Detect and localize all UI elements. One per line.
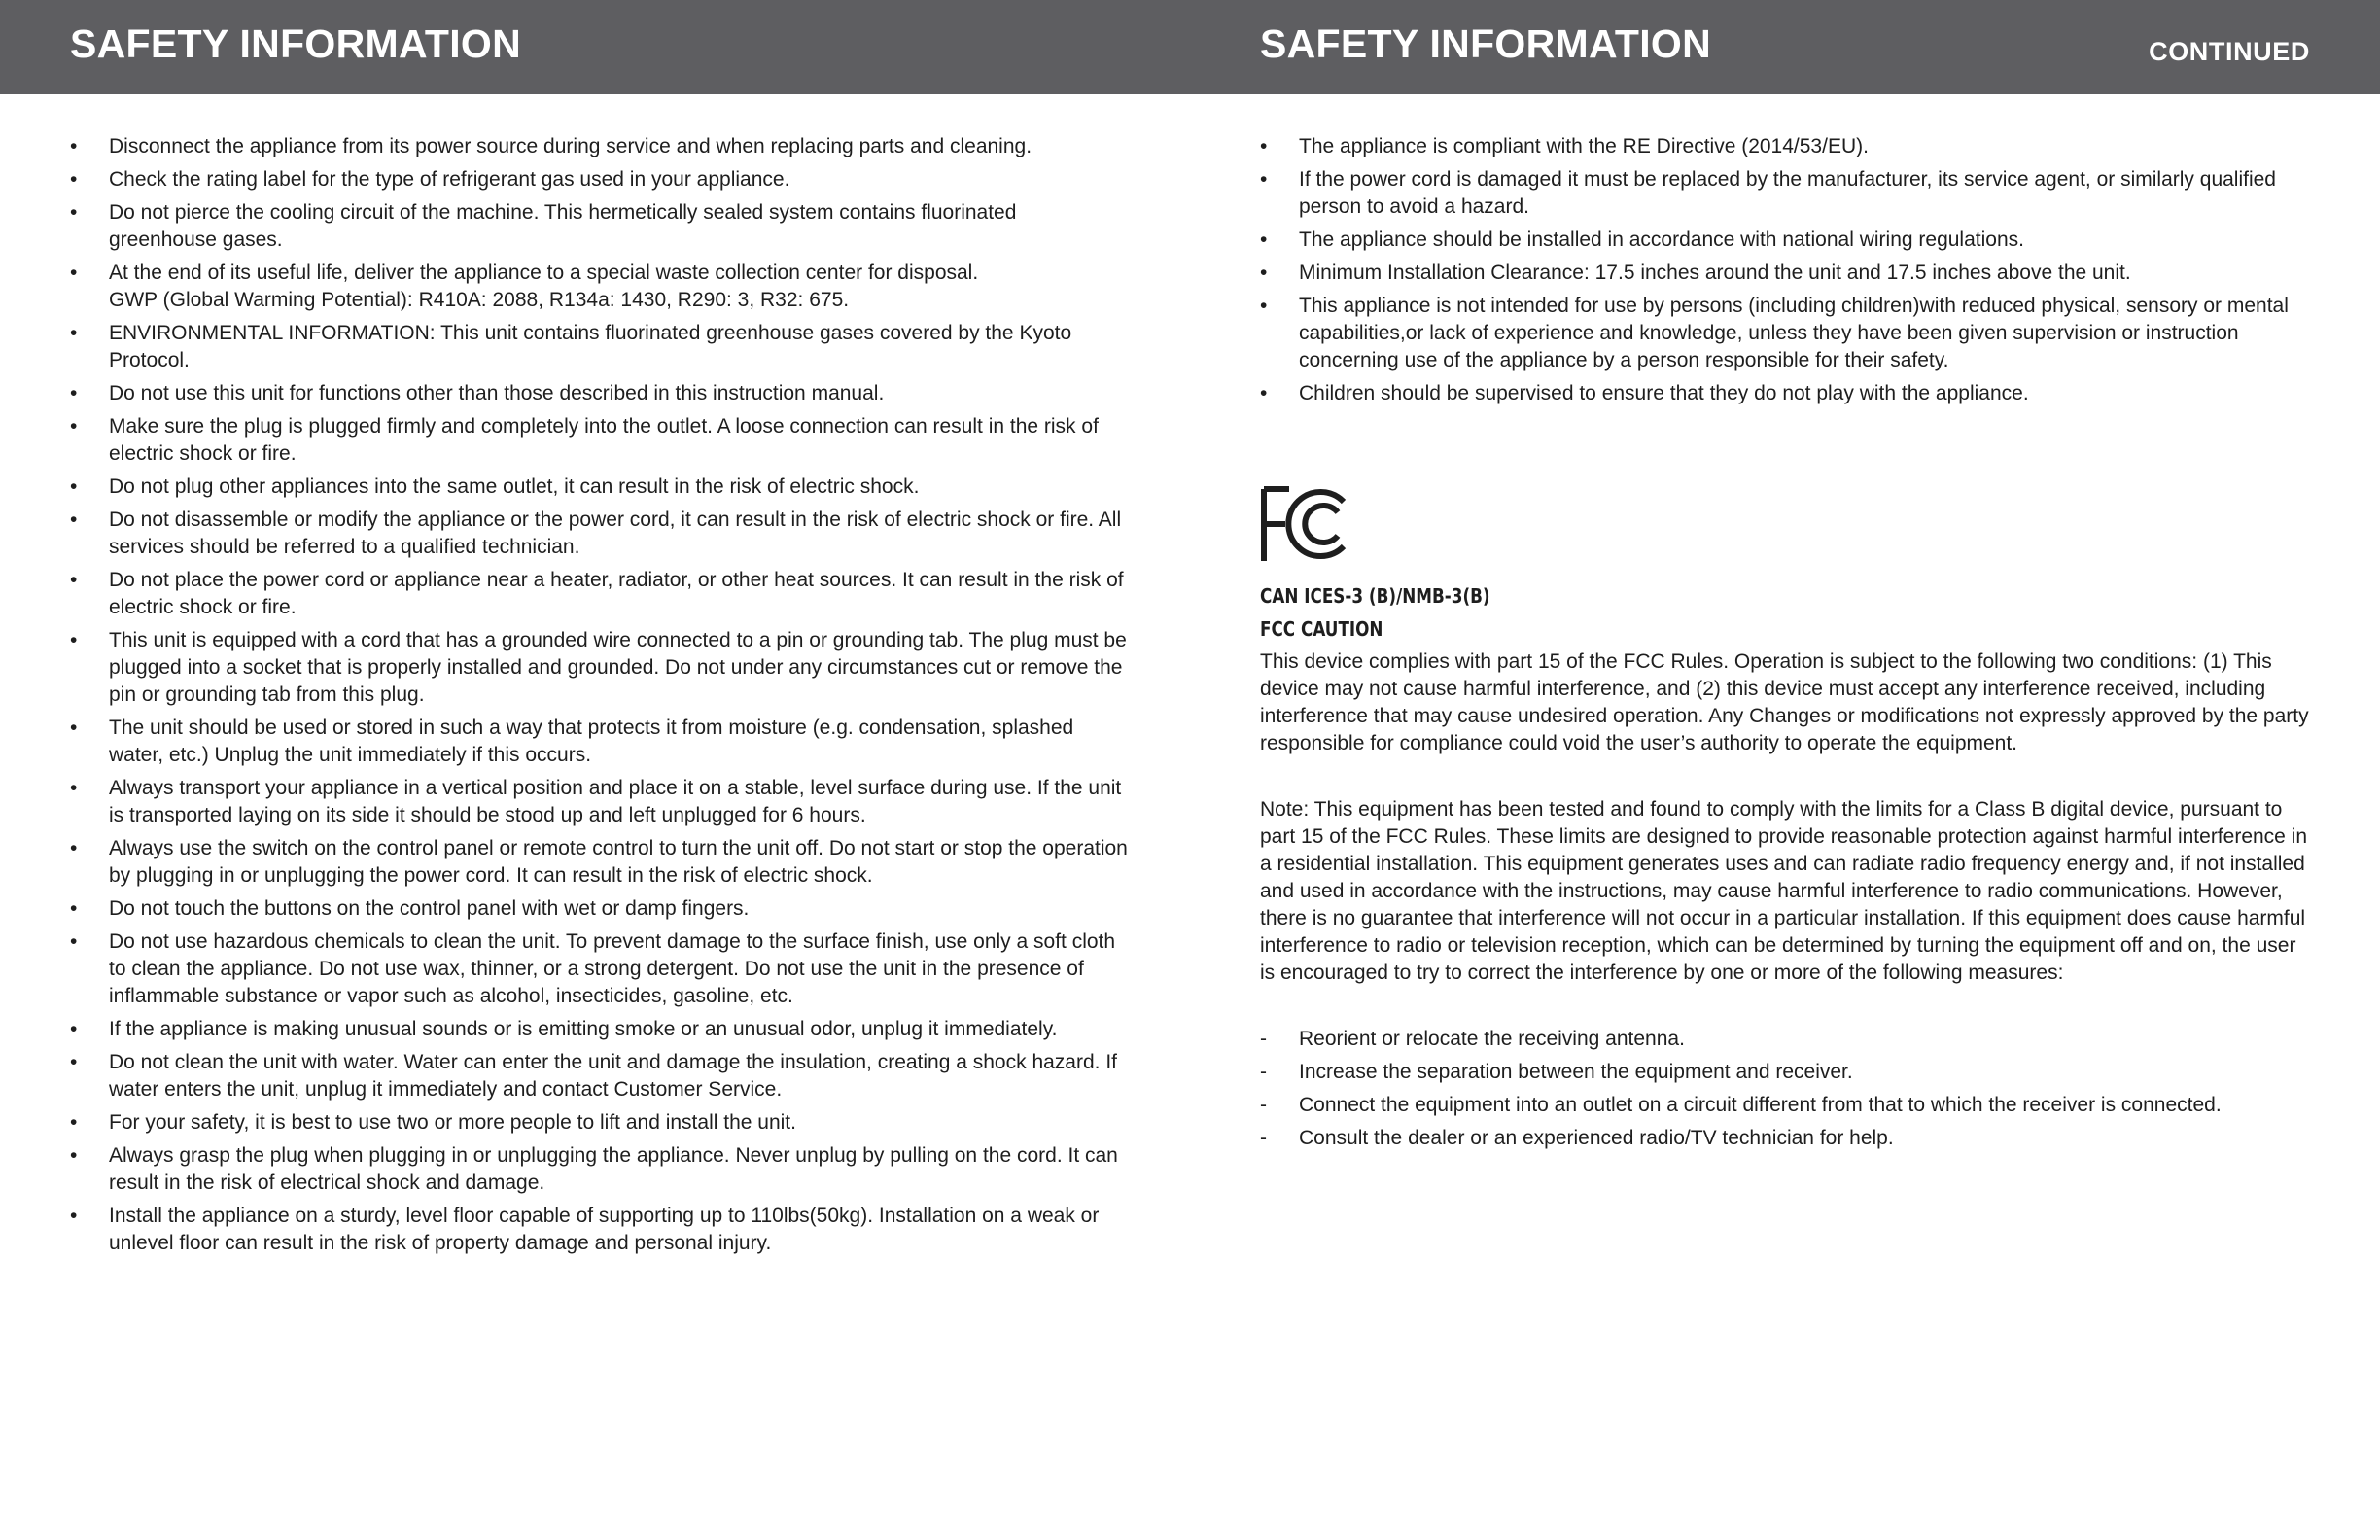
list-item-text: At the end of its useful life, deliver the appliance to a special waste collection center for disposal. xyxy=(109,262,979,284)
dash-mark: - xyxy=(1260,1127,1267,1149)
bullet-mark: • xyxy=(1260,262,1268,284)
fcc-note-paragraph: Note: This equipment has been tested and found to comply with the limits for a Class B digital device, pursuant to part 15 of the FCC Rules. These limits are designed to provide reasonable protection against harmful interference in a residential installation. This equipment generates uses and can radiate radio frequency energy and, if not installed and used in accordance with the instructions, may cause harmful interference to radio communications. However, there is no guarantee that interference will not occur in a particular installation. If this equipment does cause harmful interference to radio or television reception, which can be determined by turning the equipment off and on, the user is encouraged to try to correct the interference by one or more of the following measures: xyxy=(1260,798,2308,984)
bullet-mark: • xyxy=(70,382,78,404)
list-item-text: Do not use hazardous chemicals to clean the unit. To prevent damage to the surface finish, use only a soft cloth to clean the appliance. Do not use wax, thinner, or a strong detergent. Do not use the unit in the presence of inflammable substance or vapor such as alcohol, insecticides, gasoline, etc. xyxy=(109,930,1116,1007)
bullet-mark: • xyxy=(70,629,78,651)
list-item-text: Consult the dealer or an experienced radio/TV technician for help. xyxy=(1299,1127,1894,1149)
list-item xyxy=(70,413,1130,468)
fcc-compliance-paragraph: This device complies with part 15 of the FCC Rules. Operation is subject to the following two conditions: (1) This device may not cause harmful interference, and (2) this device must accept any interference received, including interference that may cause undesired operation. Any Changes or modifications not expressly approved by the party responsible for compliance could void the user’s authority to operate the equipment. xyxy=(1260,650,2309,754)
continued-label: CONTINUED xyxy=(2149,37,2310,66)
list-item xyxy=(70,1109,1130,1137)
list-item-text: The appliance is compliant with the RE Directive (2014/53/EU). xyxy=(1299,135,1869,158)
bullet-mark: • xyxy=(70,569,78,591)
bullet-mark: • xyxy=(70,930,78,953)
list-item xyxy=(70,380,1130,407)
bullet-mark: • xyxy=(70,415,78,438)
list-item-text: Always grasp the plug when plugging in or unplugging the appliance. Never unplug by pulling on the cord. It can result in the risk of electrical shock and damage. xyxy=(109,1144,1118,1194)
bullet-mark: • xyxy=(70,1111,78,1134)
bullet-mark: • xyxy=(1260,135,1268,158)
list-item-text: Do not place the power cord or appliance near a heater, radiator, or other heat sources. It can result in the risk of electric shock or fire. xyxy=(109,569,1124,618)
list-item xyxy=(70,775,1130,829)
ices-compliance-label: CAN ICES-3 (B)/NMB-3(B) xyxy=(1260,584,1490,608)
list-item-text: Increase the separation between the equipment and receiver. xyxy=(1299,1061,1853,1083)
list-item xyxy=(70,166,1130,193)
bullet-mark: • xyxy=(70,201,78,224)
list-item xyxy=(70,133,1130,160)
bullet-mark: • xyxy=(70,897,78,920)
list-item-text: Always use the switch on the control panel or remote control to turn the unit off. Do not start or stop the operation by plugging in or unplugging the power cord. It can result in the risk of electric shock. xyxy=(109,837,1128,887)
list-item-text: Check the rating label for the type of refrigerant gas used in your appliance. xyxy=(109,168,790,191)
list-item xyxy=(1260,293,2310,374)
list-item-text: The appliance should be installed in accordance with national wiring regulations. xyxy=(1299,228,2024,251)
list-item-text: If the appliance is making unusual sounds or is emitting smoke or an unusual odor, unplug it immediately. xyxy=(109,1018,1058,1040)
bullet-mark: • xyxy=(70,1018,78,1040)
list-item-text: Do not pierce the cooling circuit of the machine. This hermetically sealed system contains fluorinated greenhouse gases. xyxy=(109,201,1017,251)
list-item xyxy=(70,1016,1130,1043)
list-item xyxy=(1260,380,2310,407)
bullet-mark: • xyxy=(1260,228,1268,251)
list-item xyxy=(70,260,1130,314)
left-page-title: SAFETY INFORMATION xyxy=(70,21,521,66)
bullet-mark: • xyxy=(1260,168,1268,191)
list-item-text: Reorient or relocate the receiving antenna. xyxy=(1299,1028,1685,1050)
list-item xyxy=(70,835,1130,890)
list-item-text: This appliance is not intended for use by persons (including children)with reduced physical, sensory or mental capabilities,or lack of experience and knowledge, unless they have been given supervision or instruction concerning use of the appliance by a person responsible for their safety. xyxy=(1299,295,2289,371)
list-item-text: Minimum Installation Clearance: 17.5 inches around the unit and 17.5 inches above the unit. xyxy=(1299,262,2131,284)
safety-bullet-list-right xyxy=(1260,133,2310,407)
list-item-text: If the power cord is damaged it must be replaced by the manufacturer, its service agent, or similarly qualified person to avoid a hazard. xyxy=(1299,168,2276,218)
fcc-logo-icon xyxy=(1260,485,1353,563)
bullet-mark: • xyxy=(70,322,78,344)
list-item-text: The unit should be used or stored in such a way that protects it from moisture (e.g. condensation, splashed water, etc.) Unplug the unit immediately if this occurs. xyxy=(109,717,1074,766)
list-item xyxy=(70,320,1130,374)
bullet-mark: • xyxy=(70,777,78,799)
list-item xyxy=(1260,1026,2310,1053)
list-item-text: Disconnect the appliance from its power source during service and when replacing parts and cleaning. xyxy=(109,135,1032,158)
list-item-text: ENVIRONMENTAL INFORMATION: This unit contains fluorinated greenhouse gases covered by the Kyoto Protocol. xyxy=(109,322,1072,371)
bullet-mark: • xyxy=(70,508,78,531)
list-item xyxy=(1260,260,2310,287)
list-item-text: Connect the equipment into an outlet on a circuit different from that to which the receiver is connected. xyxy=(1299,1094,2222,1116)
bullet-mark: • xyxy=(70,1051,78,1073)
fcc-caution-heading: FCC CAUTION xyxy=(1260,617,1383,641)
list-item xyxy=(70,567,1130,621)
list-item-text: Install the appliance on a sturdy, level floor capable of supporting up to 110lbs(50kg). Installation on a weak or unlevel floor can result in the risk of property damage and personal injury. xyxy=(109,1205,1100,1254)
list-item-text: This unit is equipped with a cord that has a grounded wire connected to a pin or grounding tab. The plug must be plugged into a socket that is properly installed and grounded. Do not under any circumstances cut or remove the pin or grounding tab from this plug. xyxy=(109,629,1127,706)
bullet-mark: • xyxy=(70,837,78,859)
list-item xyxy=(1260,166,2310,221)
list-item xyxy=(70,1142,1130,1197)
bullet-mark: • xyxy=(1260,295,1268,317)
dash-mark: - xyxy=(1260,1028,1267,1050)
safety-bullet-list-left xyxy=(70,133,1130,1257)
list-item xyxy=(1260,133,2310,160)
list-item xyxy=(1260,1125,2310,1152)
header-bar xyxy=(0,0,2380,94)
list-item xyxy=(70,895,1130,923)
list-item-text: Do not disassemble or modify the appliance or the power cord, it can result in the risk of electric shock or fire. All services should be referred to a qualified technician. xyxy=(109,508,1122,558)
list-item xyxy=(70,715,1130,769)
right-column xyxy=(1260,133,2310,1158)
bullet-mark: • xyxy=(70,262,78,284)
list-item xyxy=(1260,1092,2310,1119)
bullet-mark: • xyxy=(70,135,78,158)
list-item-text: Make sure the plug is plugged firmly and completely into the outlet. A loose connection can result in the risk of electric shock or fire. xyxy=(109,415,1099,465)
bullet-mark: • xyxy=(1260,382,1268,404)
bullet-mark: • xyxy=(70,1205,78,1227)
list-item xyxy=(1260,1059,2310,1086)
right-page-title: SAFETY INFORMATION xyxy=(1260,21,1711,66)
list-item-text: Do not touch the buttons on the control panel with wet or damp fingers. xyxy=(109,897,750,920)
list-item-text: For your safety, it is best to use two or more people to lift and install the unit. xyxy=(109,1111,796,1134)
list-item xyxy=(70,199,1130,254)
bullet-mark: • xyxy=(70,1144,78,1167)
list-item-text: Do not use this unit for functions other than those described in this instruction manual. xyxy=(109,382,885,404)
list-item xyxy=(70,473,1130,501)
list-item-text: Do not plug other appliances into the same outlet, it can result in the risk of electric shock. xyxy=(109,475,920,498)
list-item xyxy=(70,627,1130,709)
list-item-text: Do not clean the unit with water. Water can enter the unit and damage the insulation, creating a shock hazard. If water enters the unit, unplug it immediately and contact Customer Service. xyxy=(109,1051,1117,1101)
left-column xyxy=(70,133,1130,1263)
list-item xyxy=(1260,227,2310,254)
bullet-mark: • xyxy=(70,168,78,191)
list-item xyxy=(70,1049,1130,1103)
fcc-measures-list xyxy=(1260,1026,2310,1152)
dash-mark: - xyxy=(1260,1061,1267,1083)
gwp-line: GWP (Global Warming Potential): R410A: 2088, R134a: 1430, R290: 3, R32: 675. xyxy=(109,289,850,311)
list-item-text: Always transport your appliance in a vertical position and place it on a stable, level surface during use. If the unit is transported laying on its side it should be stood up and left unplugged for 6 hours. xyxy=(109,777,1122,826)
list-item xyxy=(70,1203,1130,1257)
dash-mark: - xyxy=(1260,1094,1267,1116)
bullet-mark: • xyxy=(70,717,78,739)
list-item xyxy=(70,928,1130,1010)
list-item xyxy=(70,507,1130,561)
list-item-text: Children should be supervised to ensure that they do not play with the appliance. xyxy=(1299,382,2029,404)
bullet-mark: • xyxy=(70,475,78,498)
